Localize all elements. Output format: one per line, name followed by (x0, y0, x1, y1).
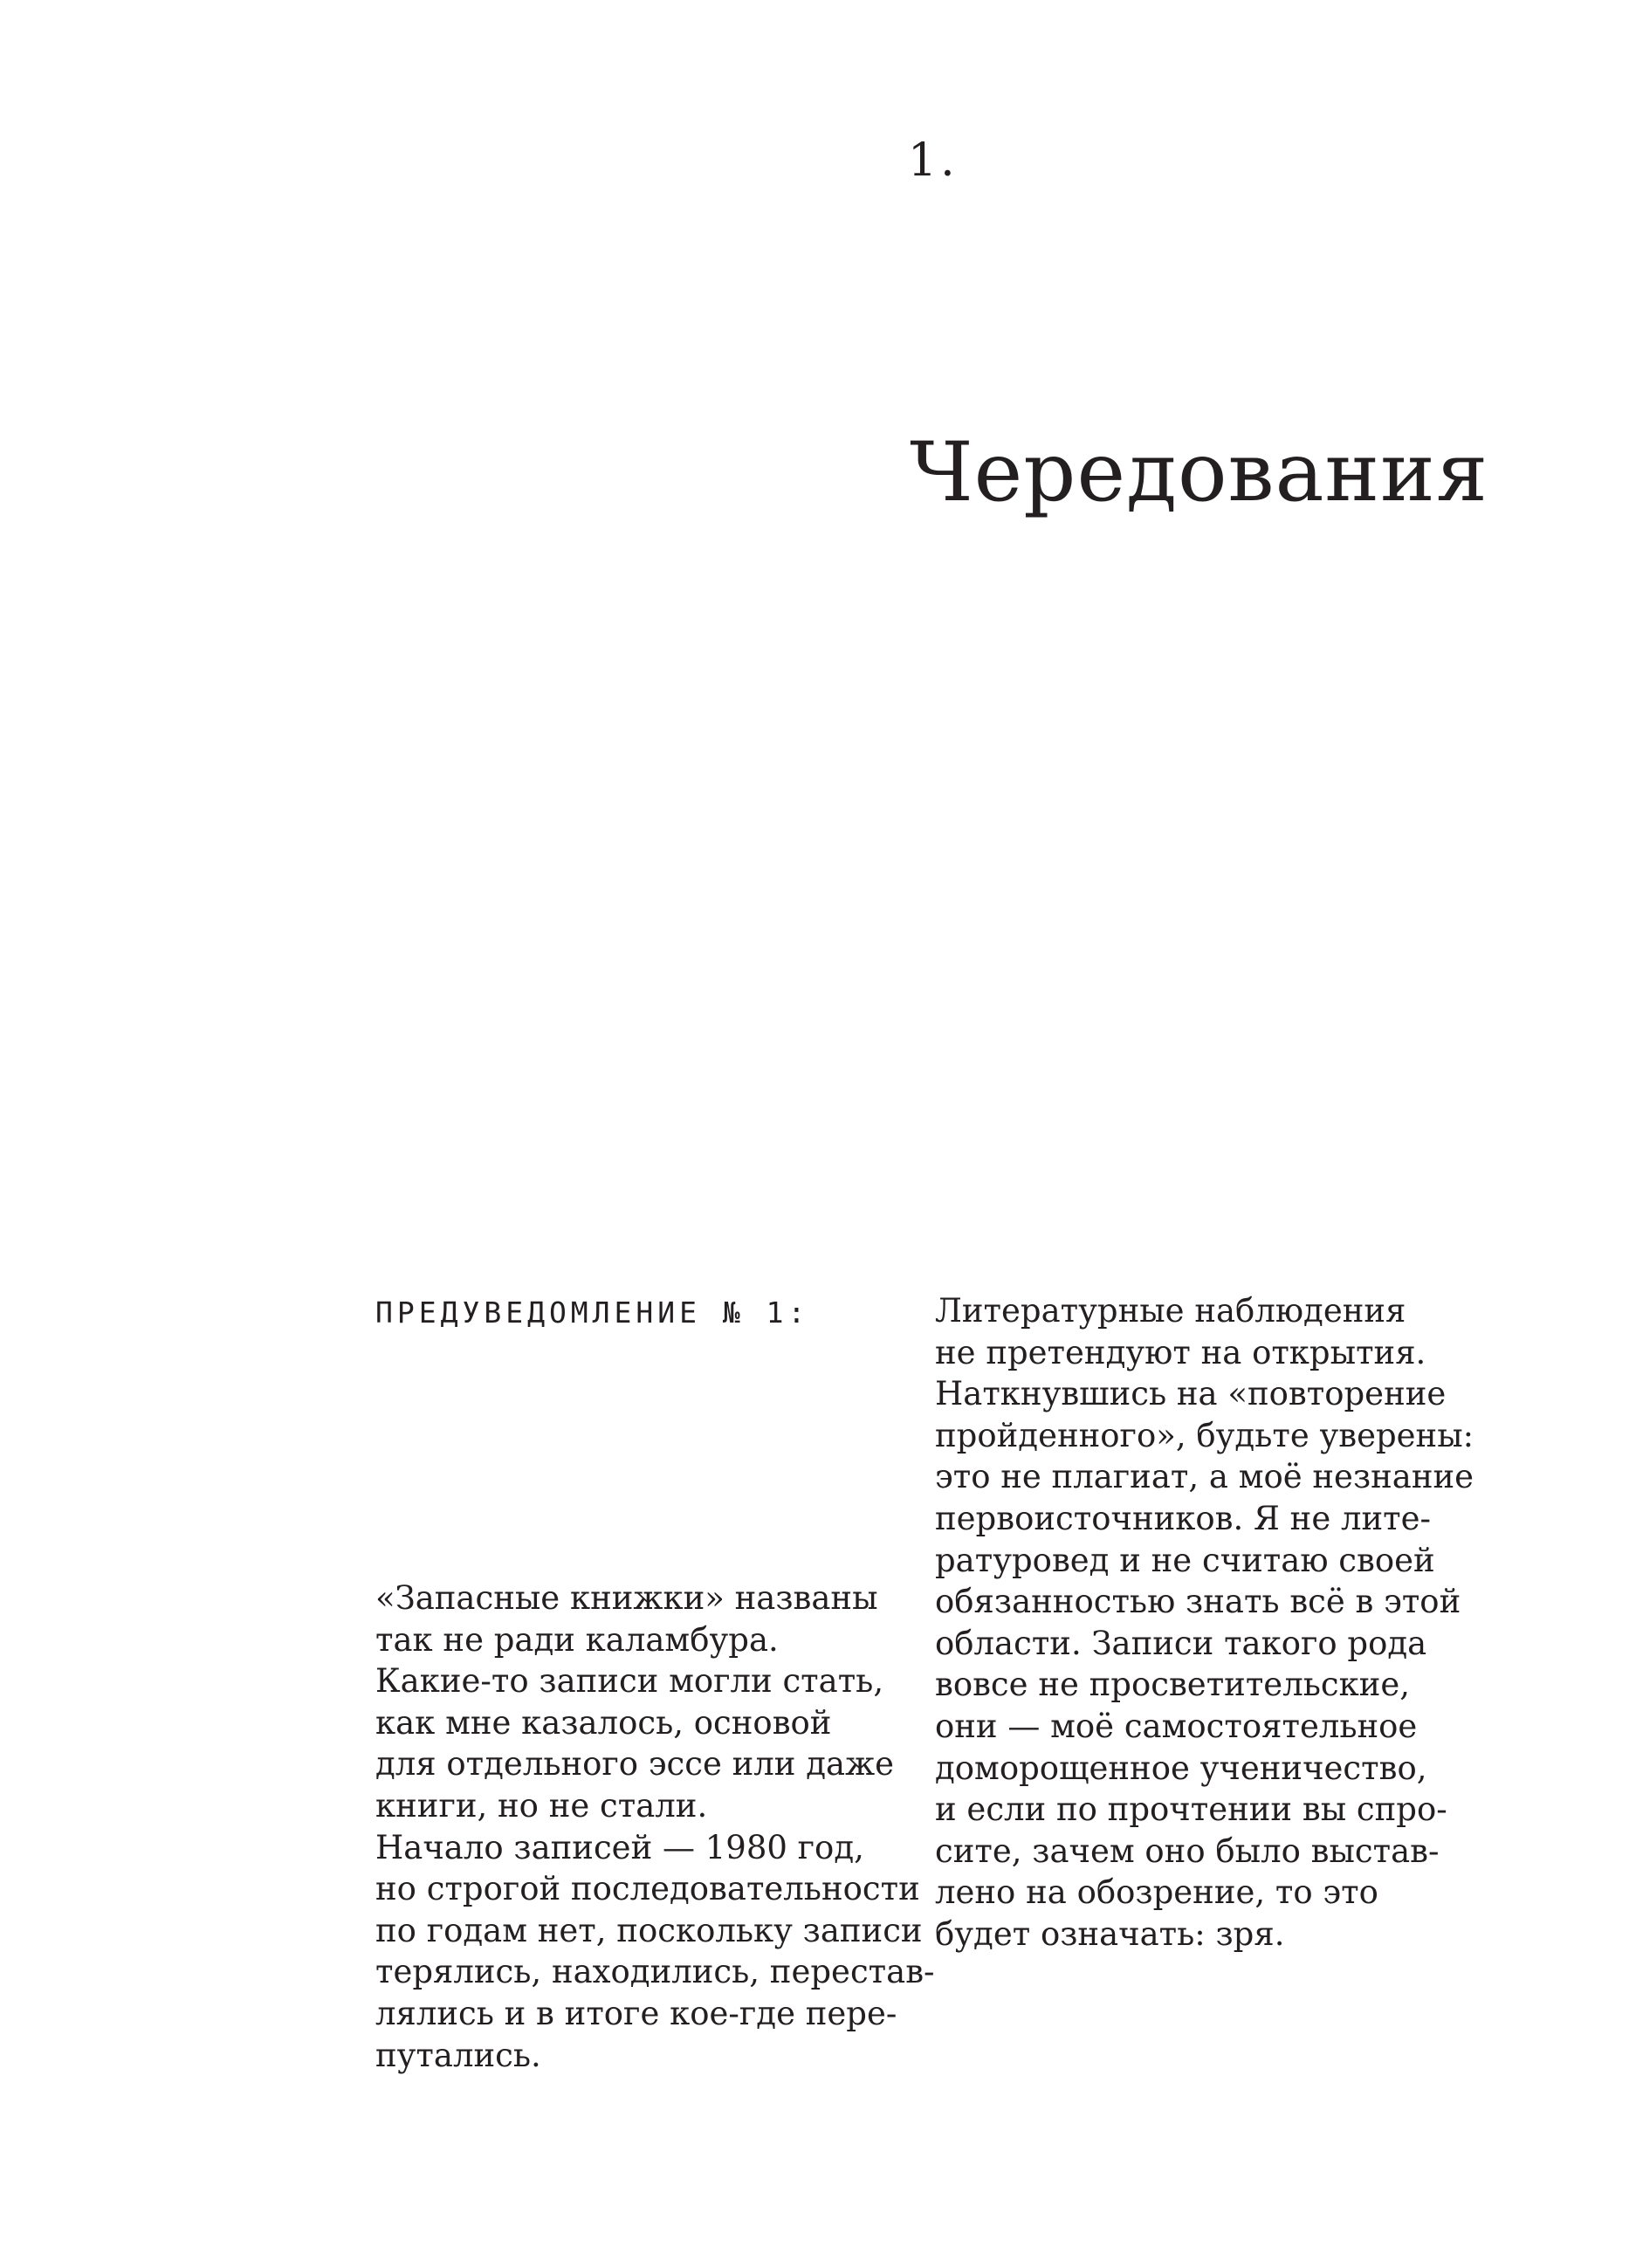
text-line: сите, зачем оно было выстав- (935, 1832, 1440, 1870)
text-line: они — моё самостоятельное (935, 1707, 1418, 1745)
text-line: лено на обозрение, то это (935, 1873, 1378, 1912)
text-line: будет означать: зря. (935, 1914, 1285, 1953)
text-line: вовсе не просветительские, (935, 1666, 1411, 1704)
text-line: доморощенное ученичество, (935, 1749, 1427, 1787)
text-line: как мне казалось, основой (375, 1703, 832, 1742)
text-line: книги, но не стали. (375, 1786, 708, 1825)
text-line: пройденного», будьте уверены: (935, 1416, 1474, 1454)
text-line: Какие-то записи могли стать, (375, 1662, 884, 1701)
text-line: не претендуют на открытия. (935, 1333, 1426, 1371)
text-line: так не ради каламбура. (375, 1620, 779, 1659)
text-line: Наткнувшись на «повторение (935, 1375, 1447, 1413)
text-line: области. Записи такого рода (935, 1624, 1427, 1662)
text-line: но строгой последовательности (375, 1870, 920, 1908)
text-line: обязанностью знать всё в этой (935, 1583, 1461, 1621)
text-line: по годам нет, поскольку записи (375, 1911, 923, 1949)
notice-right-column (935, 1290, 1474, 1955)
text-line: первоисточников. Я не лите- (935, 1499, 1432, 1537)
text-line: «Запасные книжки» названы (375, 1579, 878, 1617)
notice-heading: ПРЕДУВЕДОМЛЕНИЕ № 1: (375, 1296, 810, 1330)
text-line: для отдельного эссе или даже (375, 1745, 895, 1783)
chapter-title: Чередования (910, 425, 1489, 520)
chapter-number: 1. (908, 134, 959, 187)
text-line: Начало записей — 1980 год, (375, 1828, 864, 1866)
text-line: путались. (375, 2036, 541, 2074)
text-line: это не плагиат, а моё незнание (935, 1458, 1474, 1496)
text-line: и если по прочтении вы спро- (935, 1790, 1447, 1829)
text-line: ратуровед и не считаю своей (935, 1541, 1435, 1579)
text-line: Литературные наблюдения (935, 1292, 1406, 1330)
notice-left-column (375, 1577, 935, 2076)
text-line: терялись, находились, перестав- (375, 1953, 935, 1991)
text-line: лялись и в итоге кое-где пере- (375, 1994, 897, 2032)
